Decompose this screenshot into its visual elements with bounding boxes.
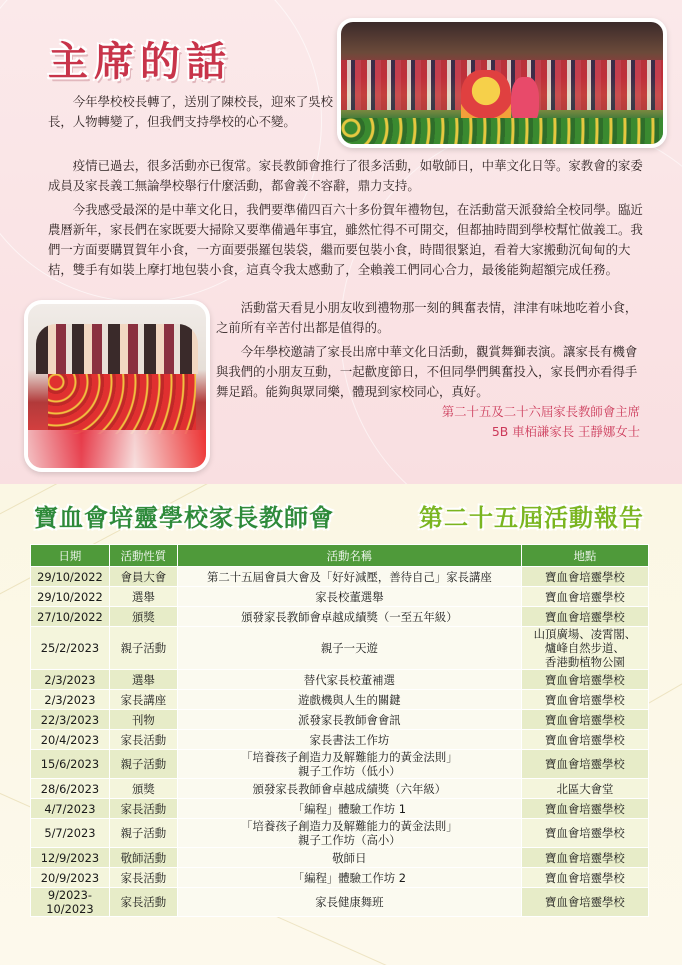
table-row xyxy=(31,730,649,750)
cell-type: 親子活動 xyxy=(109,627,177,670)
cell-type: 家長活動 xyxy=(109,730,177,750)
cell-type: 會員大會 xyxy=(109,567,177,587)
cell-date: 15/6/2023 xyxy=(31,750,110,779)
table-row xyxy=(31,710,649,730)
cell-activity: 「培養孩子創造力及解難能力的黃金法則」 親子工作坊（高小） xyxy=(177,819,521,848)
cell-activity: 替代家長校董補選 xyxy=(177,670,521,690)
cell-venue: 寶血會培靈學校 xyxy=(521,607,648,627)
cell-venue: 寶血會培靈學校 xyxy=(521,819,648,848)
report-title: 寶血會培靈學校家長教師會 xyxy=(34,503,334,532)
table-row xyxy=(31,690,649,710)
cell-date: 29/10/2022 xyxy=(31,587,110,607)
table-row xyxy=(31,587,649,607)
cell-type: 選舉 xyxy=(109,587,177,607)
cell-activity: 「培養孩子創造力及解難能力的黃金法則」 親子工作坊（低小） xyxy=(177,750,521,779)
cell-activity: 頒發家長教師會卓越成績獎（一至五年級） xyxy=(177,607,521,627)
paragraph-4: 活動當天看見小朋友收到禮物那一刻的興奮表情，津津有味地吃着小食，之前所有辛苦付出都是值得的。 xyxy=(216,300,638,335)
cell-activity: 「編程」體驗工作坊 1 xyxy=(177,799,521,819)
table-body xyxy=(31,567,649,917)
cell-date: 25/2/2023 xyxy=(31,627,110,670)
cell-activity: 家長校董選舉 xyxy=(177,587,521,607)
cell-venue: 寶血會培靈學校 xyxy=(521,750,648,779)
page-title: 主席的話 xyxy=(48,38,232,85)
table-row xyxy=(31,819,649,848)
header-type: 活動性質 xyxy=(109,545,177,567)
volunteers-photo xyxy=(24,300,210,472)
signature-name: 5B 車栢謙家長 王靜娜女士 xyxy=(491,424,640,439)
cell-date: 27/10/2022 xyxy=(31,607,110,627)
header-venue: 地點 xyxy=(521,545,648,567)
cell-venue: 寶血會培靈學校 xyxy=(521,848,648,868)
cell-type: 家長講座 xyxy=(109,690,177,710)
cell-type: 刊物 xyxy=(109,710,177,730)
cell-venue: 寶血會培靈學校 xyxy=(521,888,648,917)
cell-type: 家長活動 xyxy=(109,868,177,888)
table-row xyxy=(31,868,649,888)
cell-venue: 寶血會培靈學校 xyxy=(521,567,648,587)
cell-date: 4/7/2023 xyxy=(31,799,110,819)
activity-table xyxy=(30,544,649,917)
cell-activity: 遊戲機與人生的關鍵 xyxy=(177,690,521,710)
lion-dance-photo xyxy=(337,18,667,148)
cell-type: 選舉 xyxy=(109,670,177,690)
cell-type: 親子活動 xyxy=(109,750,177,779)
cell-activity: 家長書法工作坊 xyxy=(177,730,521,750)
cell-activity: 親子一天遊 xyxy=(177,627,521,670)
table-row xyxy=(31,750,649,779)
header-activity: 活動名稱 xyxy=(177,545,521,567)
cell-venue: 寶血會培靈學校 xyxy=(521,799,648,819)
paragraph-2: 疫情已過去，很多活動亦已復常。家長教師會推行了很多活動，如敬師日，中華文化日等。家教會的家委成員及家長義工無論學校舉行什麼活動，都會義不容辭，鼎力支持。 xyxy=(48,158,643,193)
cell-date: 5/7/2023 xyxy=(31,819,110,848)
cell-type: 頒獎 xyxy=(109,779,177,799)
cell-activity: 派發家長教師會會訊 xyxy=(177,710,521,730)
cell-type: 敬師活動 xyxy=(109,848,177,868)
table-row xyxy=(31,779,649,799)
table-row xyxy=(31,607,649,627)
paragraph-5: 今年學校邀請了家長出席中華文化日活動，觀賞舞獅表演。讓家長有機會與我們的小朋友互動，一起歡度節日，不但同學們興奮投入，家長們亦看得手舞足蹈。能夠與眾同樂，體現到家校同心，真好。 xyxy=(216,344,638,399)
paragraph-1: 今年學校校長轉了，送別了陳校長，迎來了吳校長，人物轉變了，但我們支持學校的心不變。 xyxy=(48,94,333,129)
table-row xyxy=(31,670,649,690)
cell-date: 12/9/2023 xyxy=(31,848,110,868)
cell-date: 2/3/2023 xyxy=(31,670,110,690)
cell-type: 頒獎 xyxy=(109,607,177,627)
cell-venue: 寶血會培靈學校 xyxy=(521,690,648,710)
cell-date: 20/4/2023 xyxy=(31,730,110,750)
cell-activity: 第二十五屆會員大會及「好好減壓，善待自己」家長講座 xyxy=(177,567,521,587)
cell-date: 28/6/2023 xyxy=(31,779,110,799)
cell-date: 22/3/2023 xyxy=(31,710,110,730)
cell-activity: 頒發家長教師會卓越成績獎（六年級） xyxy=(177,779,521,799)
cell-venue: 寶血會培靈學校 xyxy=(521,868,648,888)
cell-type: 家長活動 xyxy=(109,888,177,917)
table-row xyxy=(31,567,649,587)
cell-venue: 北區大會堂 xyxy=(521,779,648,799)
cell-venue: 山頂廣場、凌霄閣、 爐峰自然步道、 香港動植物公園 xyxy=(521,627,648,670)
cell-type: 親子活動 xyxy=(109,819,177,848)
cell-activity: 「編程」體驗工作坊 2 xyxy=(177,868,521,888)
table-row xyxy=(31,888,649,917)
header-date: 日期 xyxy=(31,545,110,567)
table-header-row xyxy=(31,545,649,567)
cell-venue: 寶血會培靈學校 xyxy=(521,670,648,690)
cell-date: 29/10/2022 xyxy=(31,567,110,587)
table-row xyxy=(31,799,649,819)
cell-type: 家長活動 xyxy=(109,799,177,819)
cell-activity: 敬師日 xyxy=(177,848,521,868)
cell-activity: 家長健康舞班 xyxy=(177,888,521,917)
cell-venue: 寶血會培靈學校 xyxy=(521,730,648,750)
report-subtitle: 第二十五屆活動報告 xyxy=(419,503,644,532)
signature-title: 第二十五及二十六屆家長教師會主席 xyxy=(441,404,640,419)
cell-date: 20/9/2023 xyxy=(31,868,110,888)
cell-date: 2/3/2023 xyxy=(31,690,110,710)
signature xyxy=(442,402,640,442)
cell-date: 9/2023- 10/2023 xyxy=(31,888,110,917)
table-row xyxy=(31,848,649,868)
cell-venue: 寶血會培靈學校 xyxy=(521,587,648,607)
cell-venue: 寶血會培靈學校 xyxy=(521,710,648,730)
table-row xyxy=(31,627,649,670)
paragraph-3: 今我感受最深的是中華文化日，我們要準備四百六十多份賀年禮物包，在活動當天派發給全校同學。臨近農曆新年，家長們在家既要大掃除又要準備過年事宜，雖然忙得不可開交，但都抽時間到學校幫忙做義工。我們一方面要購買賀年小食，一方面要張羅包裝袋，繼而要包裝小食，時間很緊迫，看着大家搬動沉甸甸的大桔，雙手有如裝上摩打地包裝小食，這真令我太感動了，全賴義工們同心合力，最後能夠超額完成任務。 xyxy=(48,202,643,277)
